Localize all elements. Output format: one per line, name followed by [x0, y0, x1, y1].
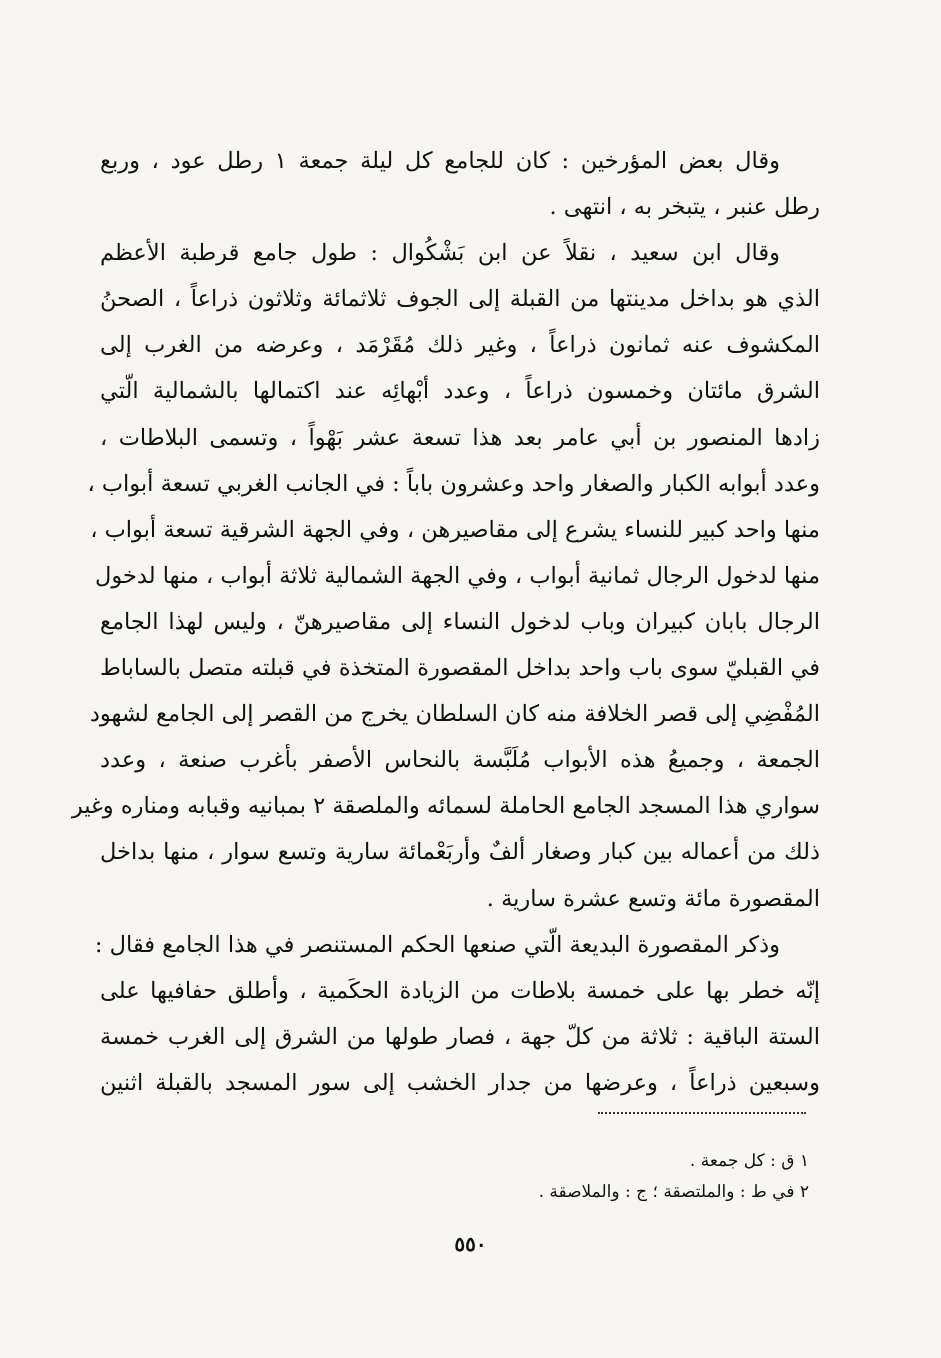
text-line: وقال بعض المؤرخين : كان للجامع كل ليلة جمعة ١ رطل عود ، وربع	[100, 148, 780, 174]
text-line: وذكر المقصورة البديعة الّتي صنعها الحكم المستنصر في هذا الجامع فقال :	[94, 931, 780, 958]
text-line: سواري هذا المسجد الجامع الحاملة لسمائه والملصقة ٢ بمبانيه وقبابه ومناره وغير	[71, 793, 820, 820]
text-line: منها لدخول الرجال ثمانية أبواب ، وفي الجهة الشمالية ثلاثة أبواب ، منها لدخول	[95, 562, 820, 589]
text-line: وسبعين ذراعاً ، وعرضها من جدار الخشب إلى سور المسجد بالقبلة اثنين	[100, 1069, 820, 1096]
text-line: إنّه خطر بها على خمسة بلاطات من الزيادة الحكَمية ، وأطلق حفافيها على	[100, 977, 820, 1004]
footnote-separator	[598, 1112, 806, 1114]
text-line: المقصورة مائة وتسع عشرة سارية .	[486, 885, 820, 912]
text-line: الجمعة ، وجميعُ هذه الأبواب مُلَبَّسة بالنحاس الأصفر بأغرب صنعة ، وعدد	[100, 747, 820, 774]
text-line: المكشوف عنه ثمانون ذراعاً ، وغير ذلك مُقَرْمَد ، وعرضه من الغرب إلى	[100, 332, 820, 359]
text-line: الرجال بابان كبيران وباب لدخول النساء إلى مقاصيرهنّ ، وليس لهذا الجامع	[100, 608, 820, 635]
footnote-1: ١ ق : كل جمعة .	[689, 1151, 809, 1171]
main-text	[71, 138, 820, 1106]
text-line: في القبليّ سوى باب واحد بداخل المقصورة المتخذة في قبلته متصل بالساباط	[100, 655, 820, 682]
text-line: الشرق مائتان وخمسون ذراعاً ، وعدد أبْهائِه عند اكتمالها بالشمالية الّتي	[100, 378, 820, 405]
text-line: وقال ابن سعيد ، نقلاً عن ابن بَشْكُوال : طول جامع قرطبة الأعظم	[100, 240, 780, 267]
page-number: ٥٥٠	[454, 1232, 487, 1256]
text-line: الستة الباقية : ثلاثة من كلّ جهة ، فصار طولها من الشرق إلى الغرب خمسة	[100, 1023, 820, 1050]
text-line: المُفْضِي إلى قصر الخلافة منه كان السلطان يخرج من القصر إلى الجامع لشهود	[89, 701, 820, 728]
text-line: الذي هو بداخل مدينتها من القبلة إلى الجوف ثلاثمائة وثلاثون ذراعاً ، الصحنُ	[100, 286, 820, 313]
text-line: منها واحد كبير للنساء يشرع إلى مقاصيرهن ، وفي الجهة الشرقية تسعة أبواب ،	[90, 516, 820, 543]
footnote-2: ٢ في ط : والملتصقة ؛ ج : والملاصقة .	[538, 1182, 809, 1202]
text-line: ذلك من أعماله بين كبار وصغار ألفٌ وأربَعْمائة سارية وتسع سوار ، منها بداخل	[100, 839, 820, 866]
text-line: زادها المنصور بن أبي عامر بعد هذا تسعة عشر بَهْواً ، وتسمى البلاطات ،	[100, 424, 820, 451]
text-line: رطل عنبر ، يتبخر به ، انتهى .	[549, 194, 820, 221]
footnotes	[539, 1146, 809, 1208]
text-line: وعدد أبوابه الكبار والصغار واحد وعشرون باباً : في الجانب الغربي تسعة أبواب ،	[87, 470, 820, 497]
